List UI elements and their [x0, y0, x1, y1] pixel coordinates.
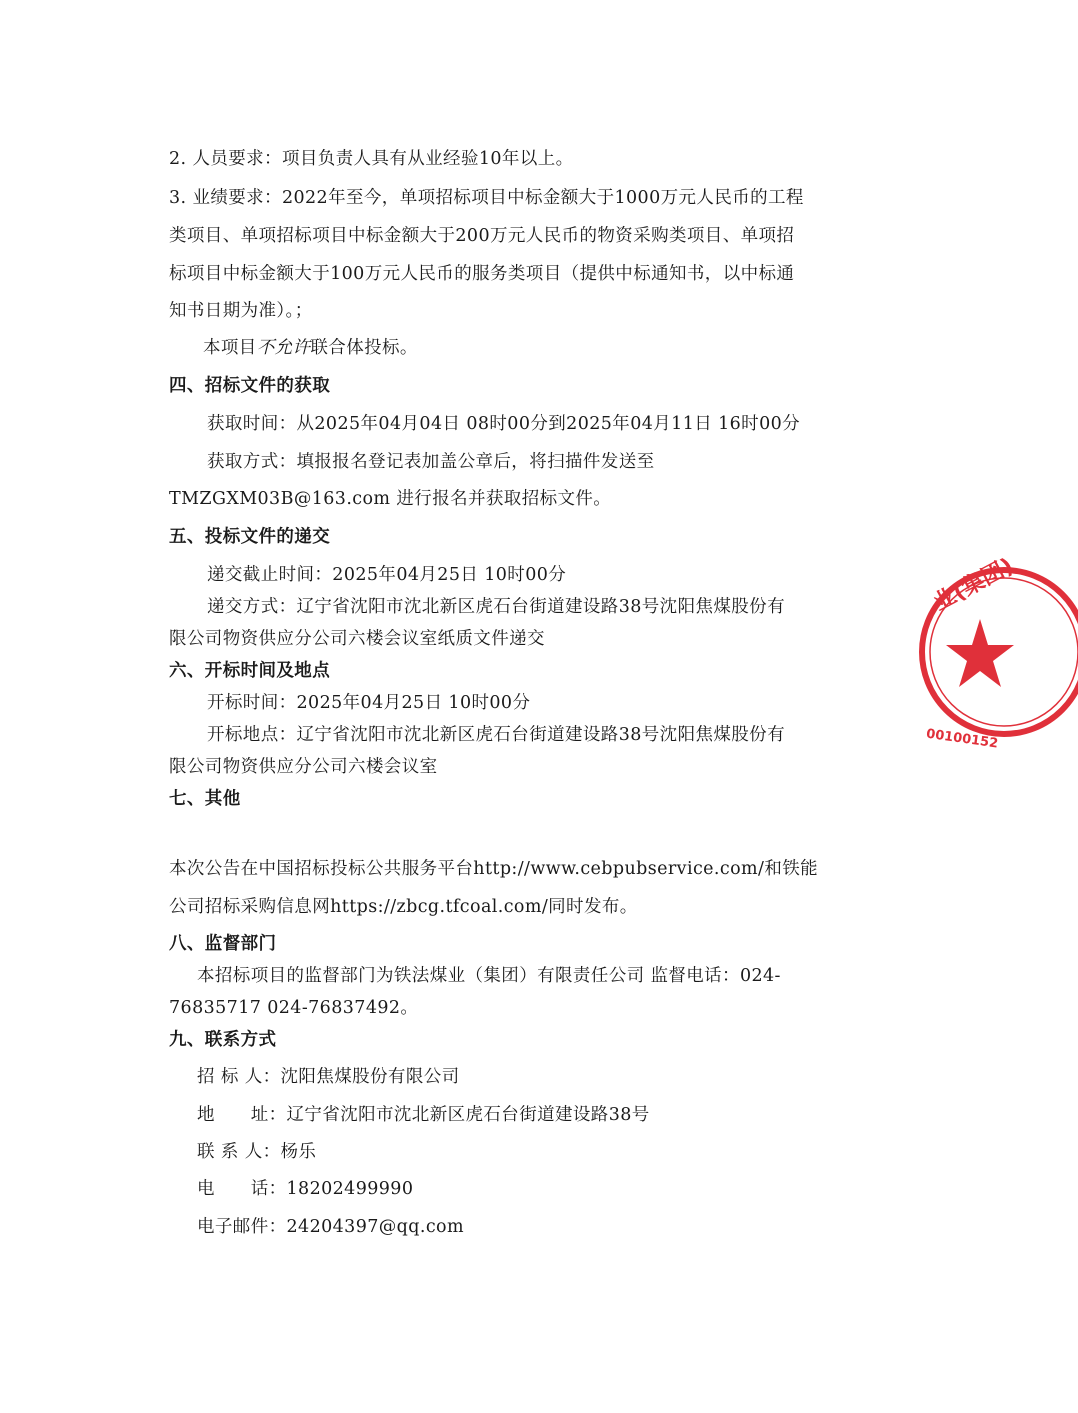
contact-row-email: [197, 1215, 862, 1239]
submit-method-line1: 递交方式：辽宁省沈阳市沈北新区虎石台街道建设路38号沈阳焦煤股份有: [207, 597, 785, 617]
opening-place-line1: 开标地点：辽宁省沈阳市沈北新区虎石台街道建设路38号沈阳焦煤股份有: [207, 725, 785, 745]
contact-row-phone: [197, 1177, 862, 1201]
contact-value: 沈阳焦煤股份有限公司: [280, 1067, 460, 1087]
publication-note-line2: 公司招标采购信息网https://zbcg.tfcoal.com/同时发布。: [169, 897, 638, 917]
seal-ring: [922, 570, 1078, 734]
consortium-note: [203, 336, 868, 360]
submit-deadline: 递交截止时间：2025年04月25日 10时00分: [207, 565, 567, 585]
contact-label: 电 话：: [197, 1179, 287, 1199]
opening-time: 开标时间：2025年04月25日 10时00分: [207, 693, 531, 713]
contact-value: 杨乐: [280, 1142, 317, 1162]
requirement-personnel: 2. 人员要求：项目负责人具有从业经验10年以上。: [169, 149, 574, 169]
opening-place-line2: 限公司物资供应分公司六楼会议室: [169, 757, 438, 777]
requirement-performance-line2: 类项目、单项招标项目中标金额大于200万元人民币的物资采购类项目、单项招: [169, 226, 795, 246]
contact-label: 联 系 人：: [197, 1142, 281, 1162]
requirement-performance-line3: 标项目中标金额大于100万元人民币的服务类项目（提供中标通知书，以中标通: [169, 264, 795, 284]
contact-row-address: [197, 1103, 862, 1127]
obtain-method-line1: 获取方式：填报报名登记表加盖公章后，将扫描件发送至: [207, 452, 655, 472]
seal-icon: [922, 553, 1078, 752]
supervision-line2: 76835717 024-76837492。: [169, 998, 419, 1018]
section-heading-6: 六、开标时间及地点: [169, 661, 331, 681]
seal-text-top: 业(集团): [929, 553, 1018, 617]
section-heading-4: 四、招标文件的获取: [169, 376, 331, 396]
seal-inner-ring: [930, 578, 1078, 726]
seal-star: [946, 619, 1014, 687]
obtain-time: 获取时间：从2025年04月04日 08时00分到2025年04月11日 16时00分: [207, 414, 801, 434]
consortium-note-pre: 本项目: [203, 338, 257, 358]
section-heading-5: 五、投标文件的递交: [169, 527, 331, 547]
section-heading-9: 九、联系方式: [169, 1030, 277, 1050]
seal-text-bottom: 00100152: [925, 726, 999, 752]
contact-value: 18202499990: [286, 1179, 414, 1199]
submit-method-line2: 限公司物资供应分公司六楼会议室纸质文件递交: [169, 629, 545, 649]
contact-label: 招 标 人：: [197, 1067, 281, 1087]
contact-label: 地 址：: [197, 1105, 287, 1125]
consortium-note-post: 联合体投标。: [310, 338, 418, 358]
contact-row-person: [197, 1140, 862, 1164]
obtain-method-line2: TMZGXM03B@163.com 进行报名并获取招标文件。: [169, 489, 612, 509]
requirement-performance-line4: 知书日期为准）。；: [169, 301, 313, 321]
contact-value: 辽宁省沈阳市沈北新区虎石台街道建设路38号: [286, 1105, 650, 1125]
consortium-note-emphasis: 不允许: [256, 338, 311, 358]
section-heading-7: 七、其他: [169, 789, 241, 809]
company-seal-stamp: [918, 548, 1078, 758]
supervision-line1: 本招标项目的监督部门为铁法煤业（集团）有限责任公司 监督电话：024-: [197, 966, 781, 986]
contact-row-tenderer: [197, 1065, 862, 1089]
requirement-performance-line1: 3. 业绩要求：2022年至今，单项招标项目中标金额大于1000万元人民币的工程: [169, 188, 804, 208]
contact-label: 电子邮件：: [197, 1217, 287, 1237]
publication-note-line1: 本次公告在中国招标投标公共服务平台http://www.cebpubservice.com/和铁能: [169, 859, 819, 879]
section-heading-8: 八、监督部门: [169, 934, 277, 954]
contact-value: 24204397@qq.com: [286, 1217, 464, 1237]
